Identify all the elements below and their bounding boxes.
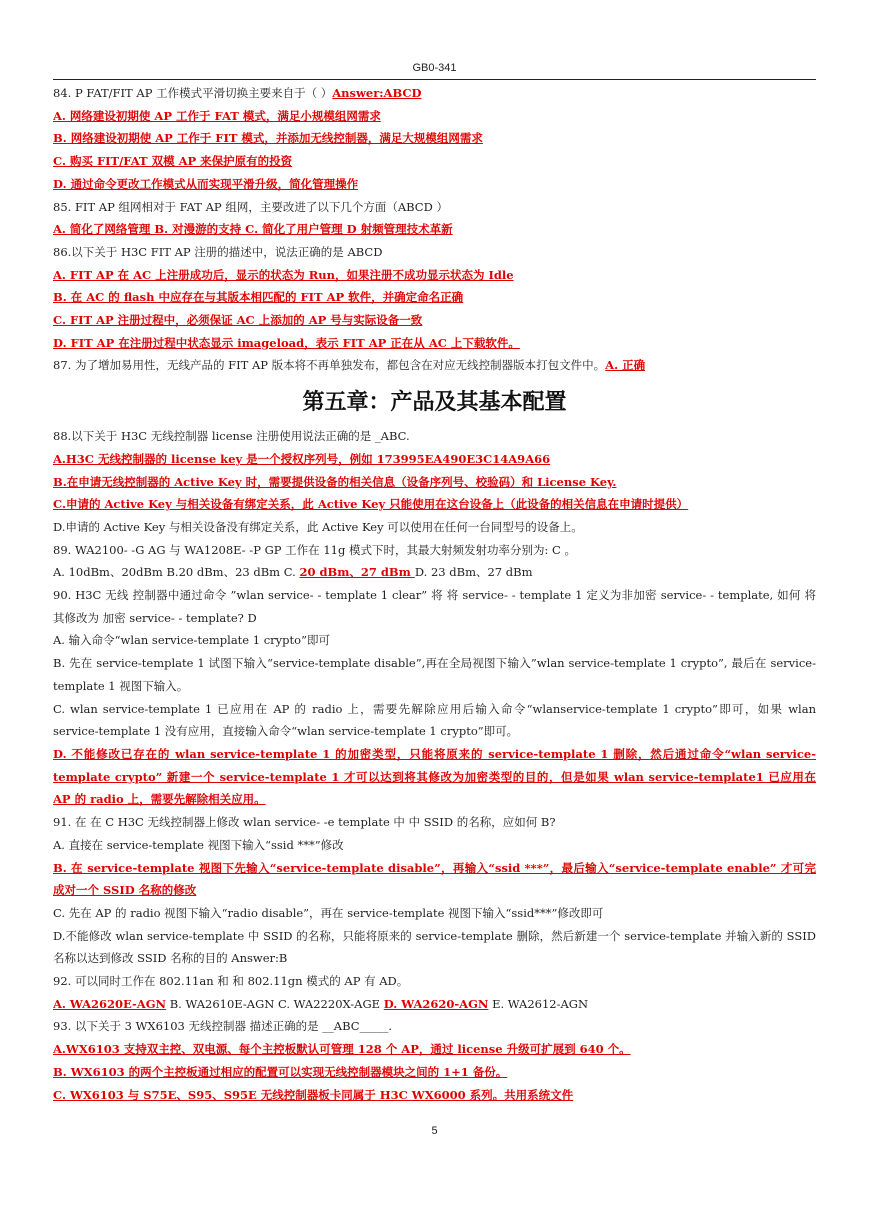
text-line [53,354,816,377]
question-text: C. 先在 AP 的 radio 视图下输入“radio disable”，再在 service-template 视图下输入“ssid***”修改即可 [53,905,604,920]
text-line [53,970,816,993]
answer-text: A. WA2620E-AGN [53,996,167,1011]
answer-text: A. 网络建设初期使 AP 工作于 FAT 模式，满足小规模组网需求 [53,108,381,123]
question-text: B. WA2610E-AGN C. WA2220X-AGE [166,996,384,1011]
answer-text: C.申请的 Active Key 与相关设备有绑定关系，此 Active Key 只能使用在这台设备上（此设备的相关信息在申请时提供） [53,497,689,512]
question-text: 93. 以下关于 3 WX6103 无线控制器 描述正确的是 __ABC_____. [53,1019,392,1034]
answer-text: B.在申请无线控制器的 Active Key 时，需要提供设备的相关信息（设备序列号、校验码）和 License Key. [53,474,617,489]
question-text: A. 10dBm、20dBm B.20 dBm、23 dBm C. [53,565,300,580]
answer-text: D. 通过命令更改工作模式从而实现平滑升级，简化管理操作 [53,176,359,191]
text-line [53,561,816,584]
answer-text: A.H3C 无线控制器的 license key 是一个授权序列号，例如 173995EA490E3C14A9A66 [53,451,551,466]
question-text: B. 先在 service-template 1 试图下输入“service-template disable”,再在全局视图下输入”wlan service-template 1 crypto”, 最后在 service-template 1 视图下输入。 [53,656,816,693]
page-number: 5 [431,1125,438,1137]
questions-section-2 [53,425,816,1106]
text-line [53,652,816,697]
text-line [53,1061,816,1084]
text-line [53,584,816,629]
text-line [53,811,816,834]
question-text: 84. P FAT/FIT AP 工作模式平滑切换主要来自于（ ） [53,86,333,100]
text-line [53,1084,816,1107]
answer-text: C. FIT AP 注册过程中，必须保证 AC 上添加的 AP 号与实际设备一致 [53,313,423,328]
chapter-title: 第五章：产品及其基本配置 [302,389,567,416]
text-line [53,196,816,219]
question-text: 92. 可以同时工作在 802.11an 和 和 802.11gn 模式的 AP 有 AD。 [53,974,409,989]
question-text: 91. 在 在 C H3C 无线控制器上修改 wlan service- -e template 中 中 SSID 的名称，应如何 B? [53,815,556,830]
text-line [53,857,816,902]
text-line [53,105,816,128]
text-line [53,629,816,652]
text-line [53,82,816,105]
answer-text: B. 网络建设初期使 AP 工作于 FIT 模式，并添加无线控制器，满足大规模组网需求 [53,131,483,146]
answer-text: A. 简化了网络管理 B. 对漫游的支持 C. 简化了用户管理 D 射频管理技术革新 [53,222,453,237]
question-text: 89. WA2100- -G AG 与 WA1208E- -P GP 工作在 11g 模式下时，其最大射频发射功率分别为: C 。 [53,542,576,557]
answer-text: B. 在 AC 的 flash 中应存在与其版本相匹配的 FIT AP 软件，并确定命名正确 [53,290,464,305]
text-line [53,150,816,173]
answer-text: 20 dBm、27 dBm [299,565,415,580]
question-text: A. 输入命令“wlan service-template 1 crypto”即可 [53,633,330,648]
question-text: 87. 为了增加易用性，无线产品的 FIT AP 版本将不再单独发布，都包含在对应无线控制器版本打包文件中。 [53,358,606,373]
answer-text: D. WA2620-AGN [383,996,489,1011]
question-text: A. 直接在 service-template 视图下输入“ssid ***”修改 [53,837,344,852]
text-line [53,1038,816,1061]
answer-text: Answer:ABCD [332,86,422,100]
text-line [53,425,816,448]
answer-text: B. 在 service-template 视图下先输入“service-template disable”，再输入“ssid ***”，最后输入“service-template enable” 才可完成对一个 SSID 名称的修改 [53,860,816,898]
text-line [53,127,816,150]
page-header: GB0-341 [412,62,457,74]
text-line [53,698,816,743]
answer-text: D. 不能修改已存在的 wlan service-template 1 的加密类型，只能将原来的 service-template 1 删除，然后通过命令“wlan service-template crypto” 新建一个 service-template 1 才可以达到将其修改为加密类型的目的，但是如果 wlan service-template1 已应用在 AP 的 radio 上，需要先解除相关应用。 [53,746,816,807]
text-line [53,218,816,241]
text-line [53,264,816,287]
text-line [53,539,816,562]
questions-section-1 [53,82,816,377]
answer-text: A.WX6103 支持双主控、双电源、每个主控板默认可管理 128 个 AP，通过 license 升级可扩展到 640 个。 [53,1042,631,1057]
text-line [53,241,816,264]
question-text: 86.以下关于 H3C FIT AP 注册的描述中，说法正确的是 ABCD [53,244,383,259]
text-line [53,309,816,332]
text-line [53,471,816,494]
header-rule [53,79,816,80]
text-line [53,286,816,309]
answer-text: D. FIT AP 在注册过程中状态显示 imageload，表示 FIT AP 正在从 AC 上下载软件。 [53,335,520,350]
question-text: 85. FIT AP 组网相对于 FAT AP 组网，主要改进了以下几个方面（ABCD ） [53,199,448,214]
question-text: 88.以下关于 H3C 无线控制器 license 注册使用说法正确的是 _ABC. [53,429,410,444]
question-text: 90. H3C 无线 控制器中通过命令 ”wlan service- - template 1 clear” 将 将 service- - template 1 定义为非加密 service- - template, 如何 将其修改为 加密 service- - template? D [53,588,816,625]
question-text: D.不能修改 wlan service-template 中 SSID 的名称，只能将原来的 service-template 删除，然后新建一个 service-template 并输入新的 SSID 名称以达到修改 SSID 名称的目的 Answer:B [53,928,816,966]
text-line [53,516,816,539]
text-line [53,173,816,196]
question-text: C. wlan service-template 1 已应用在 AP 的 radio 上，需要先解除应用后输入命令“wlanservice-template 1 crypto”即可，如果 wlan service-template 1 没有应用，直接输入命令“wlan service-template 1 crypto”即可。 [53,701,816,739]
text-line [53,332,816,355]
answer-text: A. FIT AP 在 AC 上注册成功后，显示的状态为 Run，如果注册不成功显示状态为 Idle [53,267,514,282]
answer-text: C. 购买 FIT/FAT 双模 AP 来保护原有的投资 [53,154,293,169]
text-line [53,925,816,970]
text-line [53,902,816,925]
text-line [53,993,816,1016]
answer-text: B. WX6103 的两个主控板通过相应的配置可以实现无线控制器模块之间的 1+1 备份。 [53,1064,508,1079]
document-body [53,82,816,1106]
text-line [53,743,816,811]
text-line [53,448,816,471]
answer-text: A. 正确 [605,358,646,373]
text-line [53,834,816,857]
answer-text: C. WX6103 与 S75E、S95、S95E 无线控制器板卡同属于 H3C WX6000 系列。共用系统文件 [53,1087,574,1102]
text-line [53,493,816,516]
question-text: D. 23 dBm、27 dBm [414,565,533,580]
question-text: E. WA2612-AGN [488,996,589,1011]
question-text: D.申请的 Active Key 与相关设备没有绑定关系，此 Active Key 可以使用在任何一台同型号的设备上。 [53,519,583,534]
text-line [53,1015,816,1038]
